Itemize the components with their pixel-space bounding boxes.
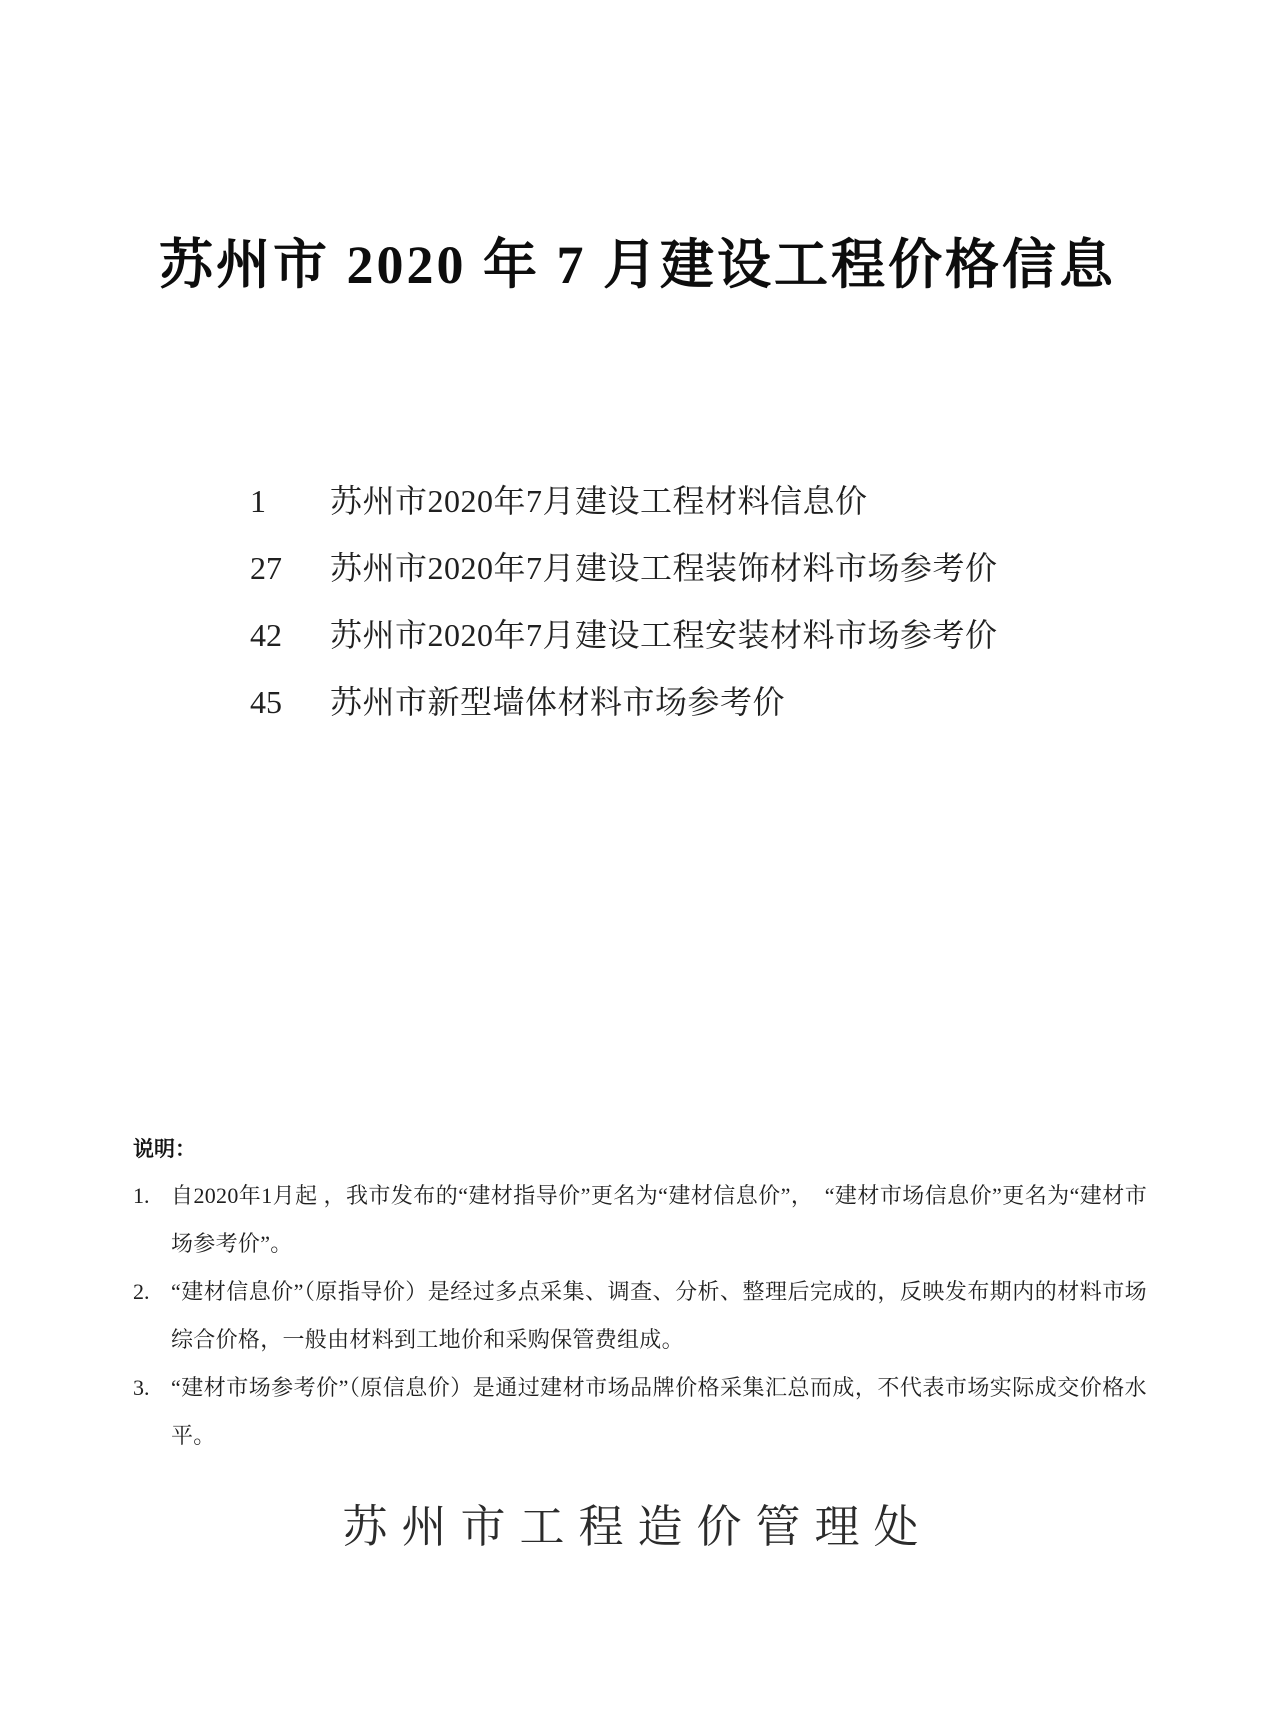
document-title: 苏州市 2020 年 7 月建设工程价格信息 [159,235,1116,295]
table-of-contents [250,482,998,750]
toc-entry-label: 苏州市2020年7月建设工程安装材料市场参考价 [330,617,998,653]
toc-entry [250,549,998,616]
toc-entry-label: 苏州市2020年7月建设工程装饰材料市场参考价 [330,550,998,586]
notes-heading: 说明： [133,1138,196,1161]
note-item-text: 自2020年1月起 ，我市发布的“建材指导价”更名为“建材信息价”， “建材市场信息价”更名为“建材市场参考价”。 [171,1183,1147,1256]
note-item-number: 1. [133,1183,150,1208]
notes-section [133,1136,1147,1460]
toc-page-number: 1 [250,483,266,519]
footer-organization: 苏州市工程造价管理处 [342,1502,933,1552]
toc-entry [250,683,998,750]
note-item [133,1268,1147,1364]
toc-entry [250,482,998,549]
toc-page-number: 27 [250,550,282,586]
note-item-text: “建材信息价”（原指导价）是经过多点采集、调查、分析、整理后完成的，反映发布期内的材料市场综合价格，一般由材料到工地价和采购保管费组成。 [171,1279,1147,1352]
toc-page-number: 42 [250,617,282,653]
note-item-text: “建材市场参考价”（原信息价）是通过建材市场品牌价格采集汇总而成，不代表市场实际成交价格水平。 [171,1375,1147,1448]
toc-page-number: 45 [250,684,282,720]
note-item-number: 3. [133,1375,150,1400]
toc-entry [250,616,998,683]
note-item [133,1364,1147,1460]
note-item [133,1172,1147,1268]
note-item-number: 2. [133,1279,150,1304]
toc-entry-label: 苏州市新型墙体材料市场参考价 [330,684,786,720]
toc-entry-label: 苏州市2020年7月建设工程材料信息价 [330,483,868,519]
